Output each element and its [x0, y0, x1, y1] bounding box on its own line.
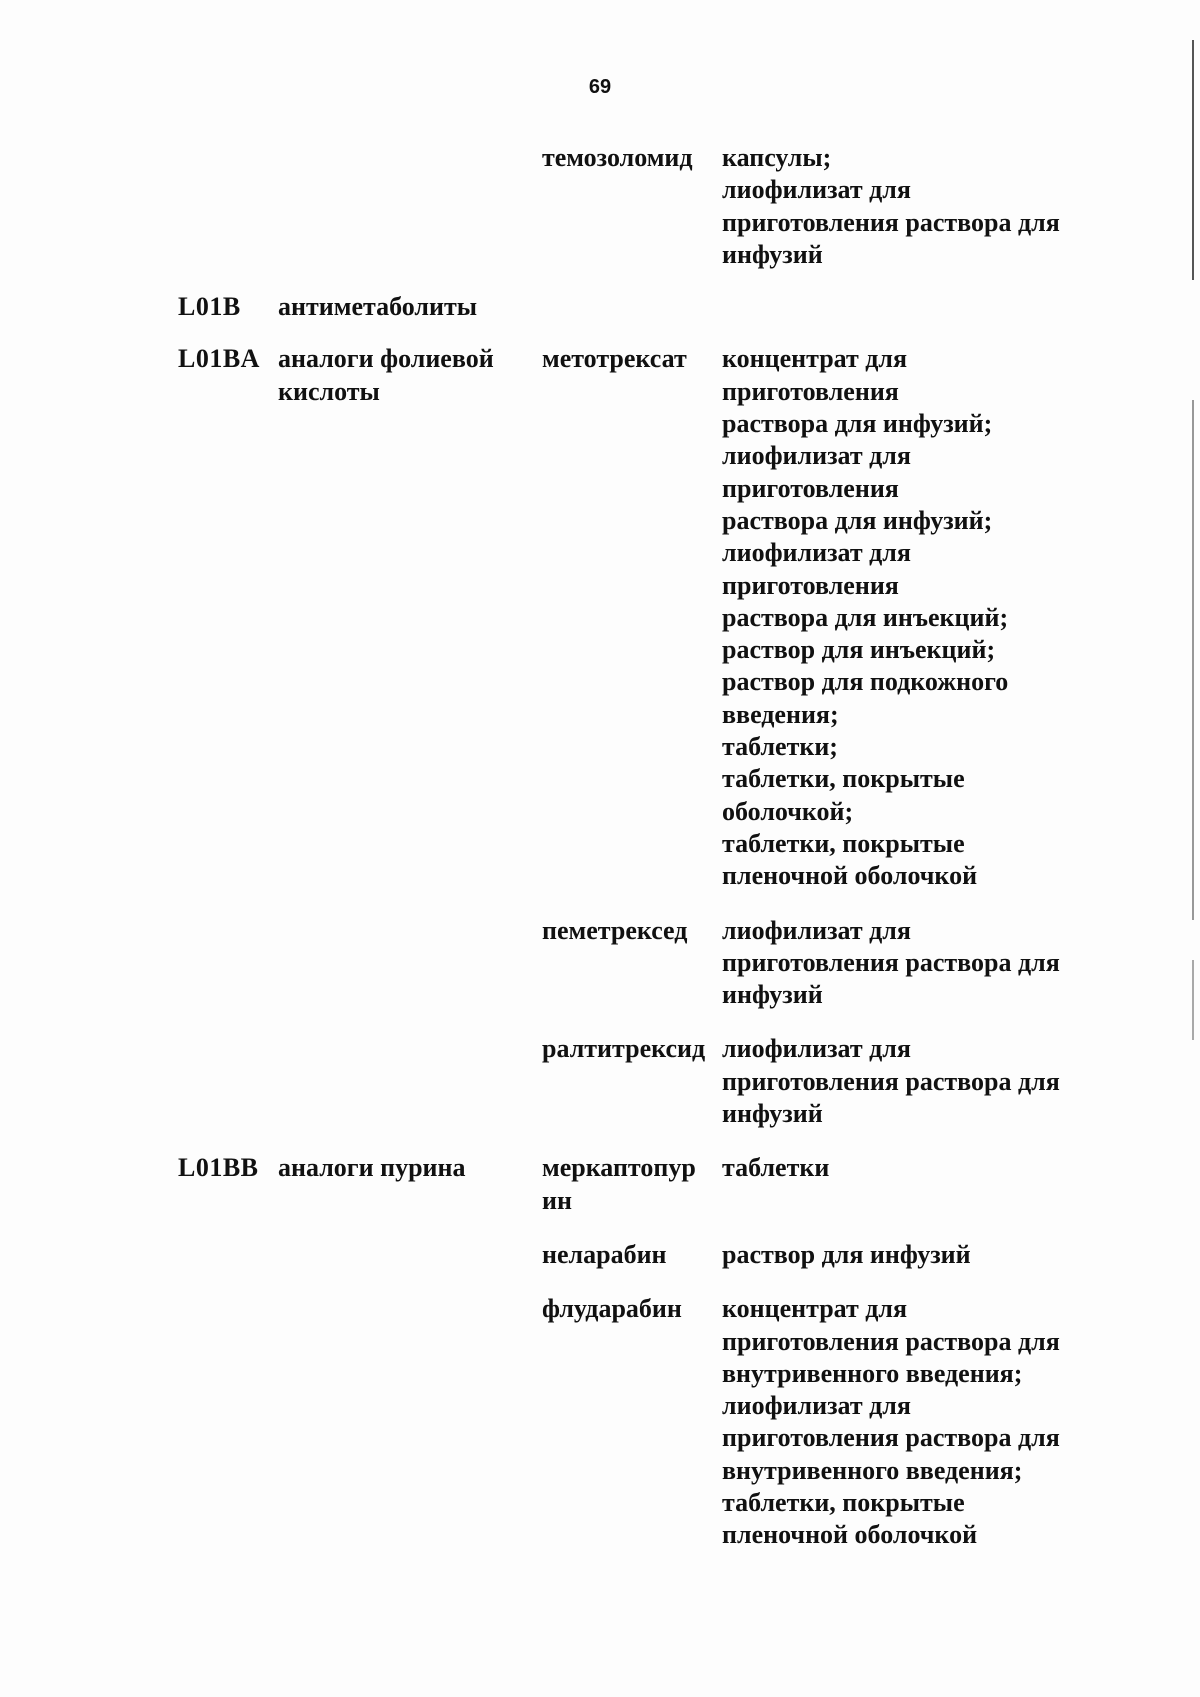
drug-name: темозоломид [542, 143, 693, 172]
drug-name: метотрексат [542, 344, 687, 374]
dosage-forms: таблетки [722, 1153, 830, 1183]
drug-name: ралтитрексид [542, 1034, 706, 1064]
dosage-forms: лиофилизат для приготовления раствора для инфузий [722, 1034, 1060, 1129]
dosage-forms: концентрат для приготовления раствора для внутривенного введения; лиофилизат для приготовления раствора для внутривенного введения; таблетки, покрытые пленочной оболочкой [722, 1294, 1060, 1550]
drug-table [178, 142, 1088, 1552]
dosage-forms: раствор для инфузий [722, 1239, 971, 1269]
group-name: аналоги пурина [278, 1153, 466, 1183]
drug-name: меркаптопур ин [542, 1153, 696, 1215]
drug-name: неларабин [542, 1239, 667, 1269]
scan-edge-mark [1192, 400, 1194, 920]
atc-code: L01B [178, 292, 241, 322]
table-row [178, 1033, 1088, 1130]
group-name: антиметаболиты [278, 292, 478, 322]
page-number: 69 [588, 76, 612, 98]
table-row [178, 291, 1088, 323]
scan-edge-mark [1192, 40, 1194, 280]
group-name: аналоги фолиевой кислоты [278, 344, 494, 406]
table-row [178, 1293, 1088, 1551]
table-row [178, 1239, 1088, 1271]
table-row [178, 915, 1088, 1012]
table-row [178, 343, 1088, 892]
atc-code: L01BB [178, 1153, 259, 1183]
dosage-forms: лиофилизат для приготовления раствора для инфузий [722, 915, 1060, 1010]
scan-edge-mark [1192, 960, 1194, 1040]
atc-code: L01BA [178, 344, 260, 374]
table-row [178, 1152, 1088, 1217]
dosage-forms: концентрат для приготовления раствора для инфузий; лиофилизат для приготовления раствора для инфузий; лиофилизат для приготовления раствора для инъекций; раствор для инъекций; раствор для подкожного введения; таблетки; таблетки, покрытые оболочкой; таблетки, покрытые пленочной оболочкой [722, 344, 1009, 891]
table-row [178, 142, 1088, 271]
drug-name: пеметрексед [542, 915, 688, 945]
dosage-forms: капсулы; лиофилизат для приготовления раствора для инфузий [722, 143, 1060, 269]
drug-name: флударабин [542, 1294, 682, 1324]
